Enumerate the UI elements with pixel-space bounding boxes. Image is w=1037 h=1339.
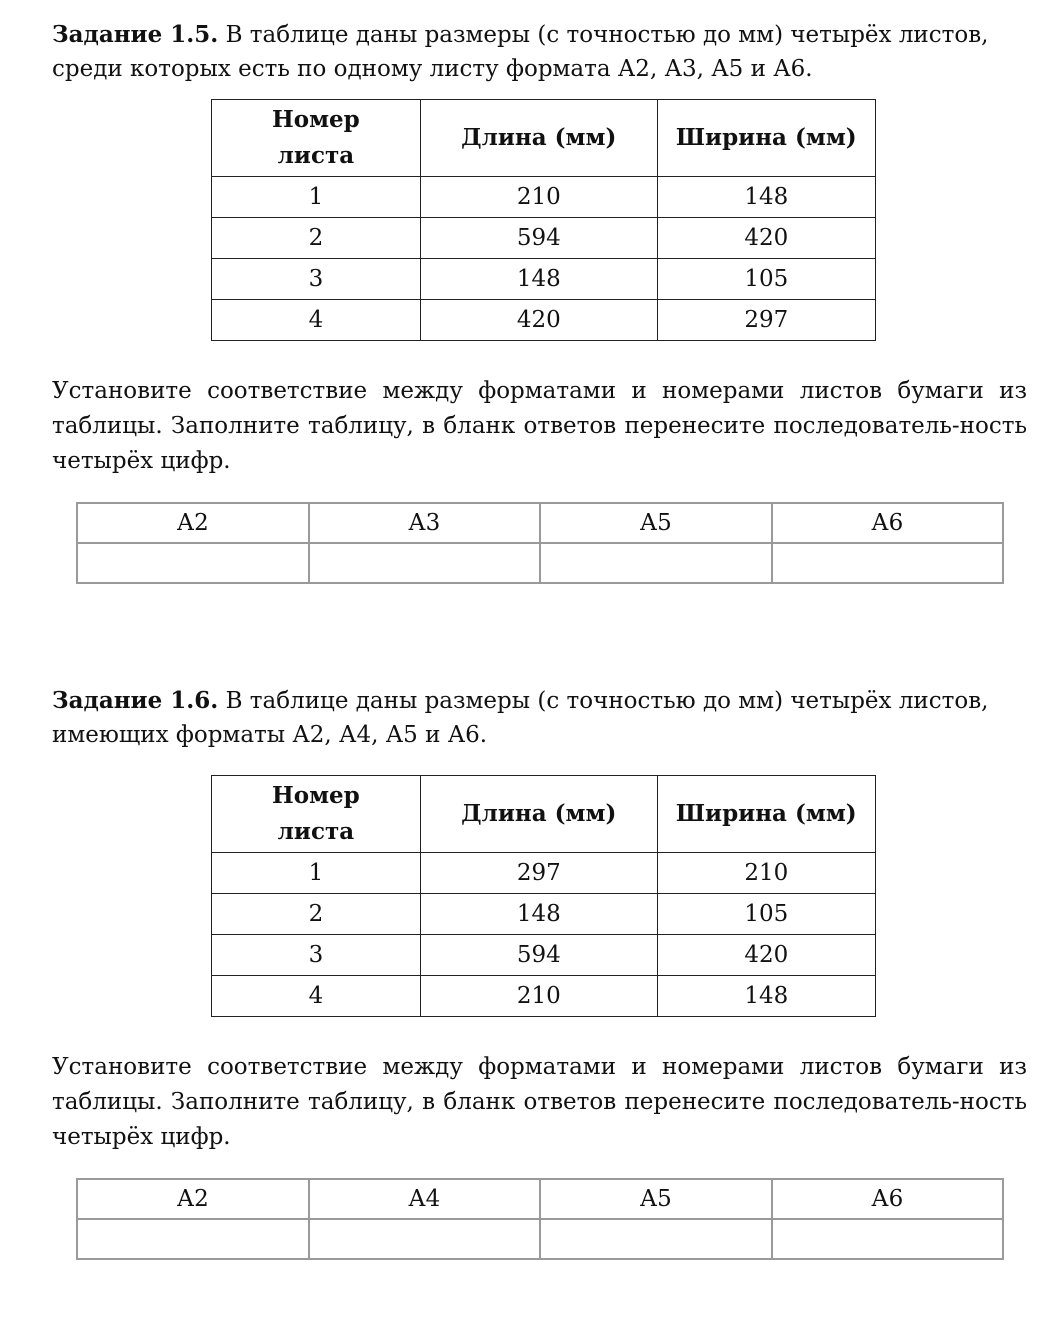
answer-cell[interactable] bbox=[540, 543, 772, 583]
cell-length: 210 bbox=[420, 976, 657, 1017]
header-sheet-number: Номер листа bbox=[212, 776, 421, 853]
answer-header-format: А6 bbox=[772, 1179, 1004, 1219]
answer-header-format: А3 bbox=[309, 503, 541, 543]
cell-sheet-number: 4 bbox=[212, 976, 421, 1017]
header-length: Длина (мм) bbox=[420, 100, 657, 177]
header-length: Длина (мм) bbox=[420, 776, 657, 853]
cell-length: 148 bbox=[420, 894, 657, 935]
table-row bbox=[212, 894, 876, 935]
answer-cell[interactable] bbox=[77, 1219, 309, 1259]
header-width: Ширина (мм) bbox=[657, 100, 875, 177]
cell-length: 594 bbox=[420, 218, 657, 259]
answer-cell[interactable] bbox=[309, 543, 541, 583]
answer-cell[interactable] bbox=[77, 543, 309, 583]
cell-sheet-number: 2 bbox=[212, 218, 421, 259]
answer-cell[interactable] bbox=[309, 1219, 541, 1259]
task-instruction: Установите соответствие между форматами и номерами листов бумаги из таблицы. Заполните таблицу, в бланк ответов перенесите последователь-ность четырёх цифр. bbox=[52, 378, 1027, 474]
header-sheet-number: Номер листа bbox=[212, 100, 421, 177]
task-label: Задание 1.5. bbox=[52, 21, 219, 48]
answer-header-format: А2 bbox=[77, 1179, 309, 1219]
task-heading bbox=[52, 684, 1027, 752]
task-label: Задание 1.6. bbox=[52, 687, 219, 714]
task-heading bbox=[52, 18, 1027, 86]
cell-sheet-number: 4 bbox=[212, 300, 421, 341]
cell-length: 148 bbox=[420, 259, 657, 300]
answer-cell[interactable] bbox=[540, 1219, 772, 1259]
answer-header-format: А5 bbox=[540, 1179, 772, 1219]
cell-width: 105 bbox=[657, 259, 875, 300]
cell-width: 297 bbox=[657, 300, 875, 341]
answer-header-format: А4 bbox=[309, 1179, 541, 1219]
cell-width: 148 bbox=[657, 976, 875, 1017]
sheet-size-table bbox=[211, 775, 876, 1017]
answer-header-format: А5 bbox=[540, 503, 772, 543]
answer-header-format: А2 bbox=[77, 503, 309, 543]
cell-width: 105 bbox=[657, 894, 875, 935]
sheet-size-table bbox=[211, 99, 876, 341]
cell-width: 420 bbox=[657, 218, 875, 259]
cell-sheet-number: 1 bbox=[212, 853, 421, 894]
table-row bbox=[212, 853, 876, 894]
cell-sheet-number: 2 bbox=[212, 894, 421, 935]
task-intro: В таблице даны размеры (с точностью до мм) четырёх листов, имеющих форматы А2, А4, А5 и А6. bbox=[52, 688, 989, 748]
cell-length: 594 bbox=[420, 935, 657, 976]
task-instruction: Установите соответствие между форматами и номерами листов бумаги из таблицы. Заполните таблицу, в бланк ответов перенесите последователь-ность четырёх цифр. bbox=[52, 1054, 1027, 1150]
table-row bbox=[212, 300, 876, 341]
answer-cell[interactable] bbox=[772, 1219, 1004, 1259]
cell-sheet-number: 1 bbox=[212, 177, 421, 218]
cell-width: 420 bbox=[657, 935, 875, 976]
table-row bbox=[212, 259, 876, 300]
task-1-5 bbox=[52, 18, 1027, 536]
table-row bbox=[212, 935, 876, 976]
cell-sheet-number: 3 bbox=[212, 935, 421, 976]
cell-width: 148 bbox=[657, 177, 875, 218]
answer-cell[interactable] bbox=[772, 543, 1004, 583]
header-width: Ширина (мм) bbox=[657, 776, 875, 853]
table-row bbox=[212, 218, 876, 259]
task-intro: В таблице даны размеры (с точностью до мм) четырёх листов, среди которых есть по одному листу формата А2, А3, А5 и А6. bbox=[52, 22, 989, 82]
cell-sheet-number: 3 bbox=[212, 259, 421, 300]
cell-length: 420 bbox=[420, 300, 657, 341]
task-1-6 bbox=[52, 684, 1027, 1212]
cell-length: 297 bbox=[420, 853, 657, 894]
cell-width: 210 bbox=[657, 853, 875, 894]
table-row bbox=[212, 177, 876, 218]
cell-length: 210 bbox=[420, 177, 657, 218]
answer-header-format: А6 bbox=[772, 503, 1004, 543]
answer-table bbox=[76, 502, 1004, 584]
answer-table bbox=[76, 1178, 1004, 1260]
table-row bbox=[212, 976, 876, 1017]
